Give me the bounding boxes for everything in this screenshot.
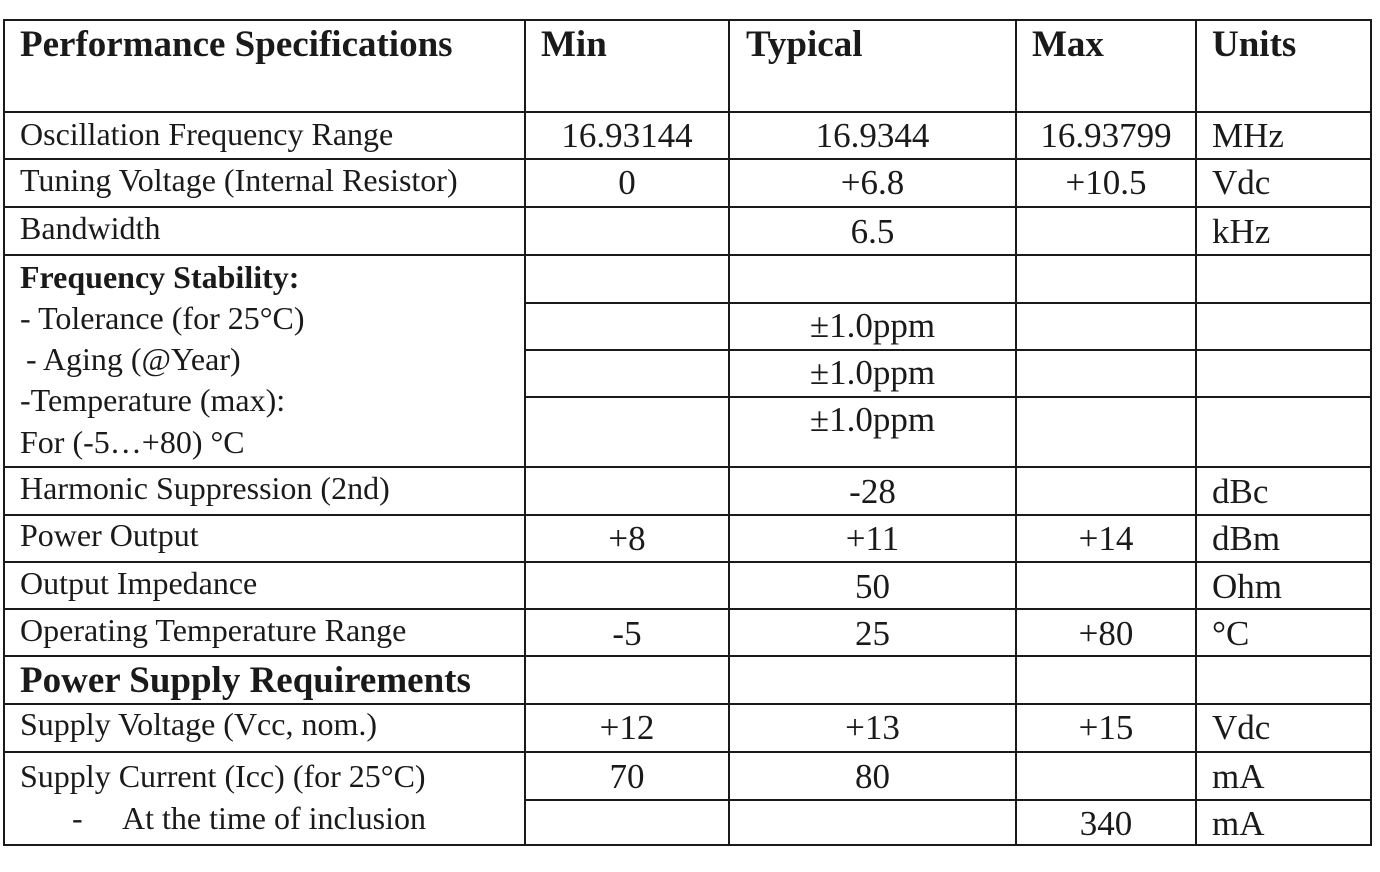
cell-units: mA [1212,804,1265,843]
row-divider [3,206,1372,208]
row-divider [3,466,1372,468]
row-divider [524,396,1372,398]
row-divider [3,608,1372,610]
section-power-supply-requirements: Power Supply Requirements [20,660,471,701]
cell-max: +14 [1078,519,1134,558]
table-border-left [3,19,5,846]
cell-units: dBc [1212,472,1269,511]
cell-units: Vdc [1212,708,1271,747]
row-label-oscillation-frequency: Oscillation Frequency Range [20,116,394,152]
cell-min: 0 [618,163,636,202]
header-max: Max [1032,24,1104,65]
cell-min: -5 [612,614,642,653]
row-divider [3,561,1372,563]
cell-min: 16.93144 [561,116,693,155]
cell-max: +10.5 [1065,163,1147,202]
header-units: Units [1212,24,1297,65]
cell-units: °C [1212,614,1250,653]
cell-units: dBm [1212,519,1281,558]
cell-aging-typical: ±1.0ppm [809,353,936,392]
row-divider [524,302,1372,304]
row-label-inclusion: At the time of inclusion [122,800,426,836]
cell-min: +8 [608,519,646,558]
cell-max: +15 [1078,708,1134,747]
cell-units: mA [1212,757,1265,796]
cell-typical: 16.9344 [815,116,930,155]
cell-typical: +11 [845,519,900,558]
row-divider [3,254,1372,256]
cell-typical: +6.8 [840,163,905,202]
column-divider [1195,19,1197,846]
cell-units: Ohm [1212,567,1282,606]
cell-units: Vdc [1212,163,1271,202]
label-aging: - Aging (@Year) [26,341,241,377]
label-tolerance: - Tolerance (for 25°C) [20,300,305,336]
section-frequency-stability: Frequency Stability: [20,259,300,295]
table-border-bottom [3,844,1372,846]
cell-max: +80 [1078,614,1134,653]
cell-tolerance-typical: ±1.0ppm [809,306,936,345]
cell-temperature-typical: ±1.0ppm [809,400,936,439]
cell-typical: 80 [855,757,890,796]
header-min: Min [541,24,607,65]
cell-typical: 6.5 [850,212,895,251]
sub-item-dash: - [72,800,83,836]
row-label-bandwidth: Bandwidth [20,210,161,246]
header-performance-specifications: Performance Specifications [20,24,453,65]
row-label-supply-voltage: Supply Voltage (Vcc, nom.) [20,706,377,742]
row-divider [3,111,1372,113]
row-label-supply-current: Supply Current (Icc) (for 25°C) [20,758,426,794]
row-divider [3,655,1372,657]
row-label-power-output: Power Output [20,517,199,553]
cell-units: MHz [1212,116,1284,155]
cell-typical: 25 [855,614,890,653]
table-border-right [1370,19,1372,846]
cell-typical: 50 [855,567,890,606]
cell-units: kHz [1212,212,1271,251]
row-label-harmonic-suppression: Harmonic Suppression (2nd) [20,470,390,506]
row-divider [524,349,1372,351]
row-divider [524,799,1372,801]
label-temperature-range: For (-5…+80) °C [20,424,245,460]
row-label-tuning-voltage: Tuning Voltage (Internal Resistor) [20,162,458,198]
row-divider [3,751,1372,753]
row-label-output-impedance: Output Impedance [20,565,258,601]
cell-max: 16.93799 [1040,116,1172,155]
row-divider [3,703,1372,705]
row-divider [3,514,1372,516]
cell-max: 340 [1079,804,1133,843]
table-border-top [3,19,1372,21]
label-temperature: -Temperature (max): [20,382,286,418]
row-label-operating-temperature: Operating Temperature Range [20,612,407,648]
cell-typical: -28 [849,472,896,511]
cell-min: +12 [599,708,655,747]
row-divider [3,158,1372,160]
cell-min: 70 [609,757,645,796]
header-typical: Typical [746,24,863,65]
cell-typical: +13 [845,708,900,747]
